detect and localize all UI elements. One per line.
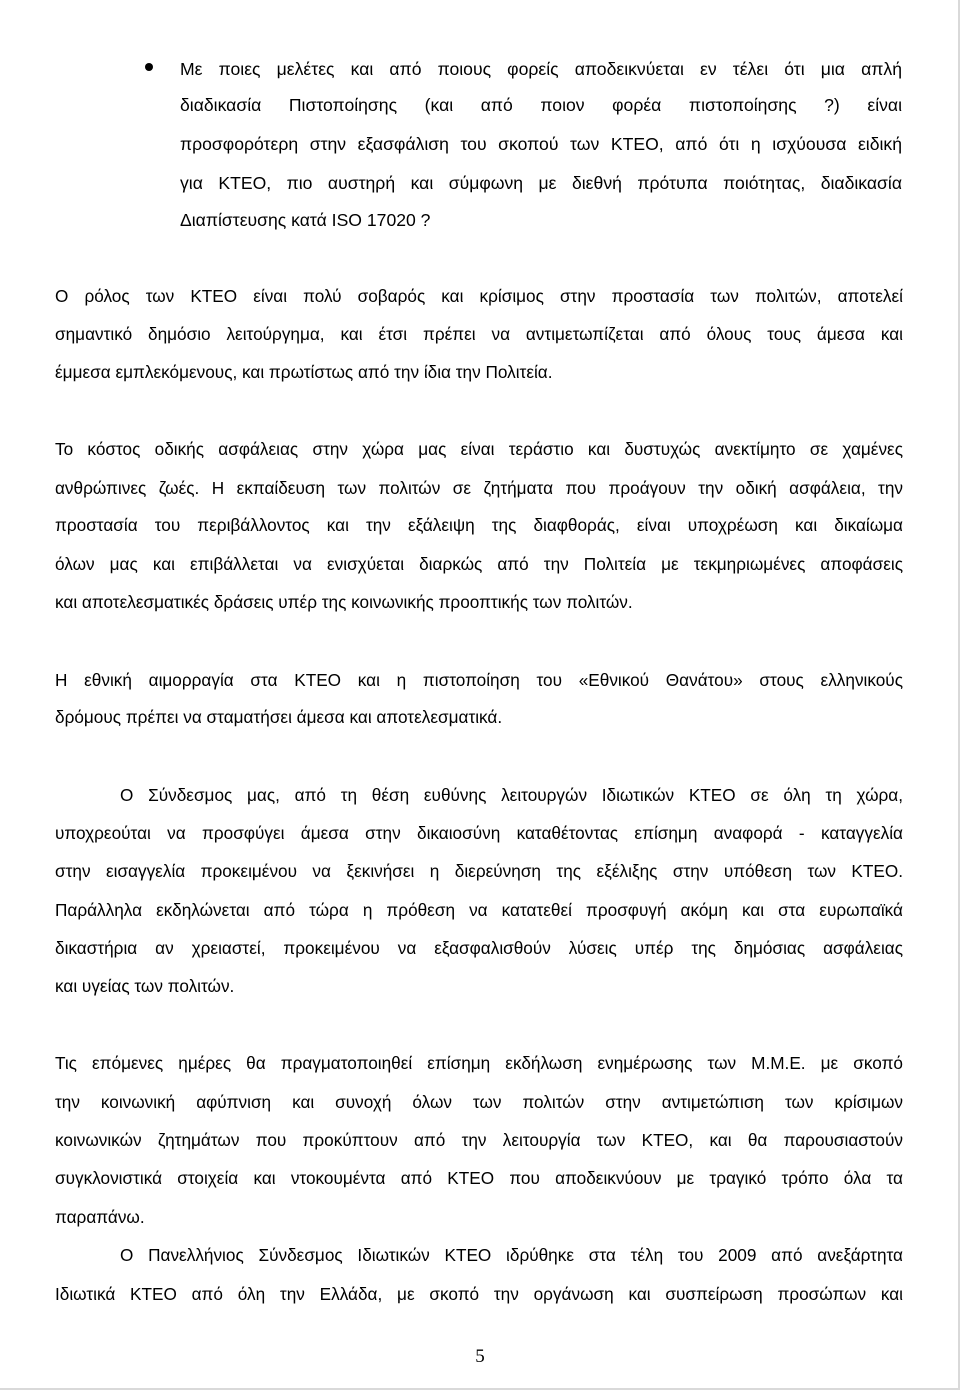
paragraph-line: δικαστήρια αν χρειαστεί, προκειμένου να εξασφαλισθούν λύσεις υπέρ της δημόσιας ασφάλειας	[55, 938, 903, 958]
paragraph-line: στην εισαγγελία προκειμένου να ξεκινήσει η διερεύνηση της εξέλιξης στην υπόθεση των ΚΤΕΟ.	[55, 861, 903, 881]
paragraph-line: Ο ρόλος των ΚΤΕΟ είναι πολύ σοβαρός και κρίσιμος στην προστασία των πολιτών, αποτελεί	[55, 286, 903, 306]
bullet-line: για ΚΤΕΟ, πιο αυστηρή και σύμφωνη με διεθνή πρότυπα ποιότητας, διαδικασία	[180, 173, 902, 193]
paragraph-line: την κοινωνική αφύπνιση και συνοχή όλων των πολιτών στην αντιμετώπιση των κρίσιμων	[55, 1092, 903, 1112]
paragraph-line: Η εθνική αιμορραγία στα ΚΤΕΟ και η πιστοποίηση του «Εθνικού Θανάτου» στους ελληνικούς	[55, 670, 903, 690]
paragraph-line: όλων μας και επιβάλλεται να ενισχύεται διαρκώς από την Πολιτεία με τεκμηριωμένες αποφάσεις	[55, 554, 903, 574]
paragraph-line: Ιδιωτικά ΚΤΕΟ από όλη την Ελλάδα, με σκοπό την οργάνωση και συσπείρωση προσώπων και	[55, 1284, 903, 1304]
paragraph-line: ανθρώπινες ζωές. Η εκπαίδευση των πολιτών σε ζητήματα που προάγουν την οδική ασφάλεια, την	[55, 478, 903, 498]
paragraph-line: Το κόστος οδικής ασφάλειας στην χώρα μας είναι τεράστιο και δυστυχώς ανεκτίμητο σε χαμένες	[55, 439, 903, 459]
paragraph-line: σημαντικό δημόσιο λειτούργημα, και έτσι πρέπει να αντιμετωπίζεται από όλους τους άμεσα και	[55, 324, 903, 344]
paragraph-line: Τις επόμενες ημέρες θα πραγματοποιηθεί επίσημη εκδήλωση ενημέρωσης των Μ.Μ.Ε. με σκοπό	[55, 1053, 903, 1073]
paragraph-line: και υγείας των πολιτών.	[55, 976, 235, 996]
bullet-line: διαδικασία Πιστοποίησης (και από ποιον φορέα πιστοποίησης ?) είναι	[180, 95, 902, 115]
paragraph-line: Ο Πανελλήνιος Σύνδεσμος Ιδιωτικών ΚΤΕΟ ιδρύθηκε στα τέλη του 2009 από ανεξάρτητα	[120, 1245, 903, 1265]
paragraph-line: υποχρεούται να προσφύγει άμεσα στην δικαιοσύνη καταθέτοντας επίσημη αναφορά - καταγγελία	[55, 823, 903, 843]
paragraph-line: συγκλονιστικά στοιχεία και ντοκουμέντα από ΚΤΕΟ που αποδεικνύουν με τραγικό τρόπο όλα τα	[55, 1168, 903, 1188]
paragraph-line: κοινωνικών ζητημάτων που προκύπτουν από την λειτουργία των ΚΤΕΟ, και θα παρουσιαστούν	[55, 1130, 903, 1150]
page-number: 5	[475, 1346, 485, 1367]
paragraph-line: και αποτελεσματικές δράσεις υπέρ της κοινωνικής προοπτικής των πολιτών.	[55, 592, 633, 612]
bullet-line: προσφορότερη στην εξασφάλιση του σκοπού των ΚΤΕΟ, από ότι η ισχύουσα ειδική	[180, 134, 902, 154]
paragraph-line: δρόμους πρέπει να σταματήσει άμεσα και αποτελεσματικά.	[55, 707, 503, 727]
paragraph-line: προστασία του περιβάλλοντος και την εξάλειψη της διαφθοράς, είναι υποχρέωση και δικαίωμα	[55, 515, 903, 535]
paragraph-line: Παράλληλα εκδηλώνεται από τώρα η πρόθεση να κατατεθεί προσφυγή ακόμη και στα ευρωπαϊκά	[55, 900, 903, 920]
paragraph-line: έμμεσα εμπλεκόμενους, και πρωτίστως από την ίδια την Πολιτεία.	[55, 362, 553, 382]
paragraph-line: Ο Σύνδεσμος μας, από τη θέση ευθύνης λειτουργών Ιδιωτικών ΚΤΕΟ σε όλη τη χώρα,	[120, 785, 903, 805]
bullet-line: Διαπίστευσης κατά ISO 17020 ?	[180, 210, 431, 230]
bullet-icon	[145, 63, 153, 71]
bullet-line: Με ποιες μελέτες και από ποιους φορείς αποδεικνύεται εν τέλει ότι μια απλή	[180, 59, 902, 79]
paragraph-line: παραπάνω.	[55, 1207, 145, 1227]
